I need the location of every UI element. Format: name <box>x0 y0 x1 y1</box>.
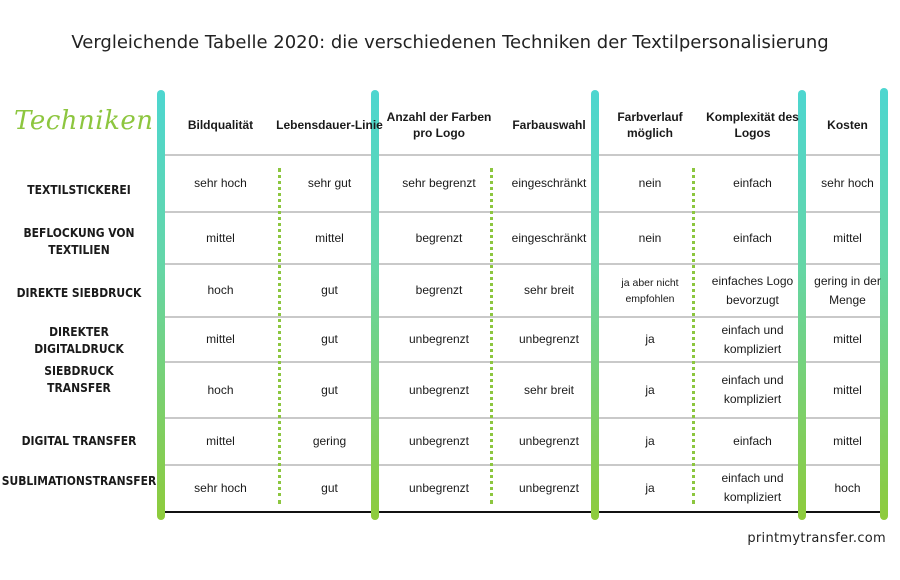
table-cell: begrenzt <box>415 283 463 297</box>
row-label: DIGITAL TRANSFER <box>21 432 137 448</box>
table-cell: mittel <box>833 382 862 397</box>
table-cell: ja aber nicht empfohlen <box>621 276 679 305</box>
table-baseline <box>164 511 888 513</box>
table-cell: nein <box>638 176 662 190</box>
table-cell: unbegrenzt <box>408 382 470 397</box>
table-cell: unbegrenzt <box>408 434 470 448</box>
table-cell: sehr hoch <box>194 176 247 190</box>
table-cell: unbegrenzt <box>518 434 580 448</box>
column-header: Komplexität des Logos <box>706 110 799 140</box>
brand-techniken: Techniken <box>14 106 154 136</box>
table-cell: einfach <box>733 434 772 448</box>
table-cell: hoch <box>834 480 861 495</box>
table-cell: eingeschränkt <box>511 230 587 245</box>
column-header: Lebensdauer-Linie <box>276 118 383 132</box>
table-cell: mittel <box>206 332 235 346</box>
column-header: Kosten <box>827 118 868 132</box>
table-cell: einfach und kompliziert <box>721 322 784 356</box>
table-cell: mittel <box>206 434 235 448</box>
table-cell: nein <box>638 230 662 245</box>
table-cell: einfach <box>733 230 772 245</box>
table-cell: gut <box>321 283 338 297</box>
footer-url: printmytransfer.com <box>747 531 886 546</box>
column-header: Bildqualität <box>187 118 254 132</box>
table-cell: unbegrenzt <box>518 480 580 495</box>
row-label: DIREKTER DIGITALDRUCK <box>34 324 124 356</box>
table-cell: gut <box>321 382 338 397</box>
table-cell: begrenzt <box>415 230 463 245</box>
table-cell: gut <box>321 332 338 346</box>
table-cell: sehr breit <box>523 283 575 297</box>
row-label: DIREKTE SIEBDRUCK <box>16 284 142 300</box>
table-cell: sehr hoch <box>194 480 247 495</box>
table-cell: mittel <box>833 332 862 346</box>
table-cell: gut <box>321 480 338 495</box>
row-label: TEXTILSTICKEREI <box>27 181 131 197</box>
table-cell: ja <box>645 382 655 397</box>
table-cell: eingeschränkt <box>511 176 587 190</box>
table-cell: hoch <box>207 382 234 397</box>
table-cell: sehr gut <box>307 176 352 190</box>
table-cell: einfach <box>733 176 772 190</box>
table-cell: ja <box>645 434 655 448</box>
row-label: BEFLOCKUNG VON TEXTILIEN <box>23 225 135 257</box>
table-cell: mittel <box>315 230 344 245</box>
table-cell: ja <box>645 332 655 346</box>
table-cell: einfach und kompliziert <box>721 373 784 406</box>
table-cell: unbegrenzt <box>408 332 470 346</box>
table-cell: unbegrenzt <box>408 480 470 495</box>
row-label: SUBLIMATIONSTRANSFER <box>1 472 157 488</box>
table-cell: sehr begrenzt <box>402 176 476 190</box>
column-header: Farbverlauf möglich <box>617 110 683 140</box>
table-cell: ja <box>645 480 655 495</box>
table-cell: sehr hoch <box>821 176 874 190</box>
table-cell: einfach und kompliziert <box>721 471 784 504</box>
row-label: SIEBDRUCK TRANSFER <box>44 363 114 395</box>
column-bar <box>157 90 165 520</box>
table-cell: mittel <box>206 230 235 245</box>
table-cell: gering in der Menge <box>814 273 881 307</box>
table-cell: hoch <box>207 283 234 297</box>
table-cell: mittel <box>833 434 862 448</box>
table-cell: sehr breit <box>523 382 575 397</box>
table-cell: einfaches Logo bevorzugt <box>711 273 794 307</box>
table-cell: gering <box>312 434 347 448</box>
table-cell: unbegrenzt <box>518 332 580 346</box>
table-cell: mittel <box>833 230 862 245</box>
page-title: Vergleichende Tabelle 2020: die verschiedenen Techniken der Textilpersonalisierung <box>71 32 829 53</box>
column-header: Anzahl der Farben pro Logo <box>386 110 492 140</box>
column-header: Farbauswahl <box>512 118 586 132</box>
